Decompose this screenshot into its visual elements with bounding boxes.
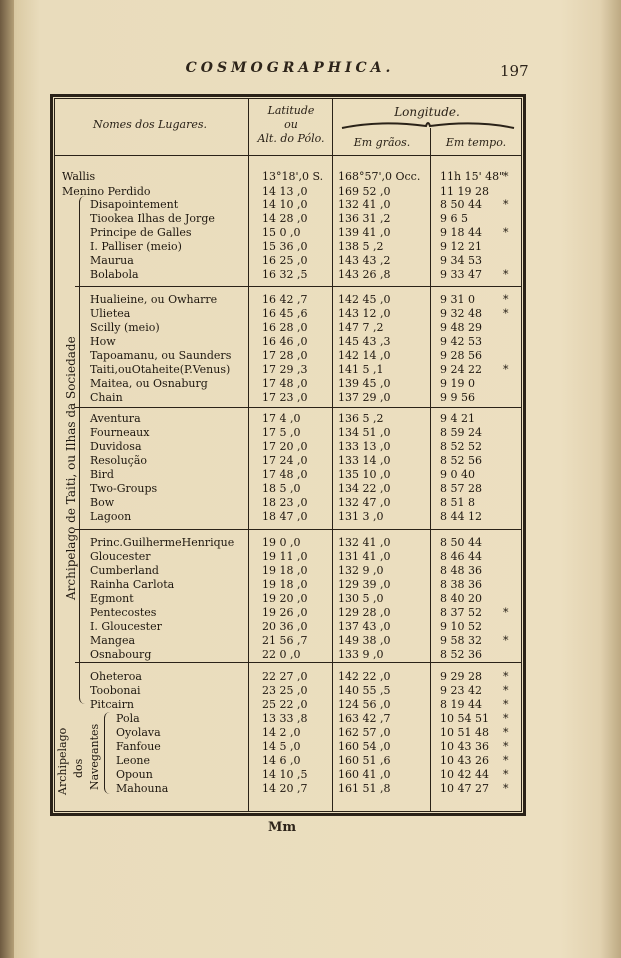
latitude-cell: 14 13 ,0 xyxy=(262,185,308,198)
time-cell: 8 37 52 xyxy=(440,606,482,619)
time-cell: 10 51 48 xyxy=(440,726,489,739)
latitude-cell: 17 23 ,0 xyxy=(262,391,308,404)
time-cell: 8 52 36 xyxy=(440,648,482,661)
longitude-cell: 132 41 ,0 xyxy=(338,536,391,549)
divider-lon xyxy=(332,98,333,812)
place-name: Princ.GuilhermeHenrique xyxy=(90,536,235,549)
time-cell: 8 50 44 xyxy=(440,198,482,211)
place-name: Aventura xyxy=(90,412,141,425)
place-name: Mangea xyxy=(90,634,136,647)
time-cell: 11h 15' 48" xyxy=(440,170,505,183)
longitude-cell: 137 43 ,0 xyxy=(338,620,391,633)
longitude-cell: 129 39 ,0 xyxy=(338,578,391,591)
time-cell: 9 24 22 xyxy=(440,363,482,376)
latitude-cell: 16 32 ,5 xyxy=(262,268,308,281)
longitude-cell: 132 41 ,0 xyxy=(338,198,391,211)
time-cell: 9 10 52 xyxy=(440,620,482,633)
longitude-cell: 124 56 ,0 xyxy=(338,698,391,711)
place-name: Pitcairn xyxy=(90,698,134,711)
place-name: I. Gloucester xyxy=(90,620,162,633)
group-label-nav-1: Archipelago xyxy=(56,727,69,795)
group-brace-nav xyxy=(104,712,111,794)
book-gutter xyxy=(0,0,14,958)
place-name: Principe de Galles xyxy=(90,226,192,239)
longitude-cell: 131 3 ,0 xyxy=(338,510,384,523)
latitude-cell: 20 36 ,0 xyxy=(262,620,308,633)
time-cell: 9 31 0 xyxy=(440,293,475,306)
time-cell: 10 47 27 xyxy=(440,782,489,795)
latitude-cell: 25 22 ,0 xyxy=(262,698,308,711)
time-cell: 9 23 42 xyxy=(440,684,482,697)
latitude-cell: 19 0 ,0 xyxy=(262,536,301,549)
col-names-header: Nomes dos Lugares. xyxy=(92,118,208,131)
latitude-cell: 17 29 ,3 xyxy=(262,363,308,376)
longitude-cell: 140 55 ,5 xyxy=(338,684,391,697)
time-cell: 8 40 20 xyxy=(440,592,482,605)
latitude-cell: 15 36 ,0 xyxy=(262,240,308,253)
longitude-cell: 141 5 ,1 xyxy=(338,363,384,376)
time-cell: 8 48 36 xyxy=(440,564,482,577)
time-cell: 9 58 32 xyxy=(440,634,482,647)
latitude-cell: 22 0 ,0 xyxy=(262,648,301,661)
place-name: Resolução xyxy=(90,454,148,467)
col-tempo-header: Em tempo. xyxy=(445,136,507,149)
place-name: Two-Groups xyxy=(90,482,158,495)
longitude-cell: 147 7 ,2 xyxy=(338,321,384,334)
header-rule xyxy=(54,155,522,156)
latitude-cell: 19 18 ,0 xyxy=(262,564,308,577)
latitude-cell: 15 0 ,0 xyxy=(262,226,301,239)
place-name: Maitea, ou Osnaburg xyxy=(90,377,208,390)
longitude-cell: 138 5 ,2 xyxy=(338,240,384,253)
col-lat-header-2: ou xyxy=(284,118,298,131)
star-mark: * xyxy=(503,684,509,697)
longitude-cell: 142 22 ,0 xyxy=(338,670,391,683)
star-mark: * xyxy=(503,606,509,619)
place-name: Tapoamanu, ou Saunders xyxy=(90,349,232,362)
divider-lat xyxy=(248,98,249,812)
latitude-cell: 17 4 ,0 xyxy=(262,412,301,425)
place-name: Pentecostes xyxy=(90,606,157,619)
place-name: Cumberland xyxy=(90,564,159,577)
latitude-cell: 19 26 ,0 xyxy=(262,606,308,619)
longitude-cell: 134 51 ,0 xyxy=(338,426,391,439)
longitude-cell: 143 26 ,8 xyxy=(338,268,391,281)
place-name: Bow xyxy=(90,496,115,509)
group-rule-4 xyxy=(75,662,522,663)
longitude-cell: 137 29 ,0 xyxy=(338,391,391,404)
latitude-cell: 17 5 ,0 xyxy=(262,426,301,439)
place-name: Rainha Carlota xyxy=(90,578,175,591)
longitude-cell: 145 43 ,3 xyxy=(338,335,391,348)
time-cell: 8 50 44 xyxy=(440,536,482,549)
place-name: Maurua xyxy=(90,254,134,267)
time-cell: 9 29 28 xyxy=(440,670,482,683)
longitude-cell: 133 13 ,0 xyxy=(338,440,391,453)
star-mark: * xyxy=(503,768,509,781)
signature-mark: Mm xyxy=(268,820,297,835)
longitude-cell: 129 28 ,0 xyxy=(338,606,391,619)
longitude-cell: 136 31 ,2 xyxy=(338,212,391,225)
star-mark: * xyxy=(503,754,509,767)
time-cell: 9 0 40 xyxy=(440,468,475,481)
time-cell: 8 38 36 xyxy=(440,578,482,591)
time-cell: 11 19 28 xyxy=(440,185,489,198)
star-mark: * xyxy=(503,226,509,239)
time-cell: 9 42 53 xyxy=(440,335,482,348)
time-cell: 9 28 56 xyxy=(440,349,482,362)
longitude-cell: 160 51 ,6 xyxy=(338,754,391,767)
place-name: Hualieine, ou Owharre xyxy=(90,293,218,306)
longitude-cell: 130 5 ,0 xyxy=(338,592,384,605)
time-cell: 10 42 44 xyxy=(440,768,489,781)
time-cell: 9 48 29 xyxy=(440,321,482,334)
place-name: Gloucester xyxy=(90,550,151,563)
latitude-cell: 14 28 ,0 xyxy=(262,212,308,225)
latitude-cell: 18 5 ,0 xyxy=(262,482,301,495)
time-cell: 9 32 48 xyxy=(440,307,482,320)
star-mark: * xyxy=(503,307,509,320)
longitude-cell: 169 52 ,0 xyxy=(338,185,391,198)
longitude-cell: 168°57',0 Occ. xyxy=(338,170,421,183)
place-name: Egmont xyxy=(90,592,134,605)
group-label-nav-2: dos xyxy=(72,758,85,778)
place-name: Disapointement xyxy=(90,198,179,211)
longitude-cell: 132 9 ,0 xyxy=(338,564,384,577)
longitude-cell: 139 41 ,0 xyxy=(338,226,391,239)
col-lon-header: Longitude. xyxy=(394,105,460,119)
place-name: Opoun xyxy=(116,768,153,781)
longitude-cell: 136 5 ,2 xyxy=(338,412,384,425)
page-number: 197 xyxy=(500,62,529,80)
group-brace-main xyxy=(79,196,86,704)
time-cell: 8 52 56 xyxy=(440,454,482,467)
latitude-cell: 17 24 ,0 xyxy=(262,454,308,467)
time-cell: 9 34 53 xyxy=(440,254,482,267)
longitude-cell: 143 12 ,0 xyxy=(338,307,391,320)
latitude-cell: 16 42 ,7 xyxy=(262,293,308,306)
latitude-cell: 13 33 ,8 xyxy=(262,712,308,725)
time-cell: 10 43 36 xyxy=(440,740,489,753)
longitude-cell: 139 45 ,0 xyxy=(338,377,391,390)
time-cell: 8 44 12 xyxy=(440,510,482,523)
time-cell: 8 57 28 xyxy=(440,482,482,495)
longitude-cell: 160 41 ,0 xyxy=(338,768,391,781)
time-cell: 8 19 44 xyxy=(440,698,482,711)
longitude-cell: 160 54 ,0 xyxy=(338,740,391,753)
latitude-cell: 16 46 ,0 xyxy=(262,335,308,348)
time-cell: 8 59 24 xyxy=(440,426,482,439)
latitude-cell: 17 48 ,0 xyxy=(262,468,308,481)
col-lat-header-1: Latitude xyxy=(267,104,315,117)
place-name: Lagoon xyxy=(90,510,132,523)
time-cell: 9 19 0 xyxy=(440,377,475,390)
latitude-cell: 19 18 ,0 xyxy=(262,578,308,591)
place-name: Oheteroa xyxy=(90,670,142,683)
latitude-cell: 16 25 ,0 xyxy=(262,254,308,267)
place-name: Taiti,ouOtaheite(P.Venus) xyxy=(90,363,231,376)
star-mark: * xyxy=(503,670,509,683)
star-mark: * xyxy=(503,634,509,647)
latitude-cell: 17 48 ,0 xyxy=(262,377,308,390)
longitude-cell: 161 51 ,8 xyxy=(338,782,391,795)
time-cell: 9 18 44 xyxy=(440,226,482,239)
time-cell: 8 52 52 xyxy=(440,440,482,453)
place-name: Oyolava xyxy=(116,726,161,739)
divider-time xyxy=(430,128,431,812)
star-mark: * xyxy=(503,726,509,739)
time-cell: 10 43 26 xyxy=(440,754,489,767)
place-name: Leone xyxy=(116,754,151,767)
star-mark: * xyxy=(503,293,509,306)
star-mark: * xyxy=(503,268,509,281)
latitude-cell: 14 5 ,0 xyxy=(262,740,301,753)
longitude-cell: 133 9 ,0 xyxy=(338,648,384,661)
place-name: Bolabola xyxy=(90,268,139,281)
longitude-cell: 149 38 ,0 xyxy=(338,634,391,647)
star-mark: * xyxy=(503,698,509,711)
latitude-cell: 17 20 ,0 xyxy=(262,440,308,453)
longitude-cell: 163 42 ,7 xyxy=(338,712,391,725)
place-name: Osnabourg xyxy=(90,648,152,661)
longitude-cell: 133 14 ,0 xyxy=(338,454,391,467)
group-rule-3 xyxy=(75,529,522,530)
place-name: Pola xyxy=(116,712,140,725)
time-cell: 9 6 5 xyxy=(440,212,468,225)
longitude-cell: 142 14 ,0 xyxy=(338,349,391,362)
col-grios-header: Em grãos. xyxy=(353,136,411,149)
star-mark: * xyxy=(503,198,509,211)
place-name: Ulietea xyxy=(90,307,131,320)
latitude-cell: 23 25 ,0 xyxy=(262,684,308,697)
place-name: Menino Perdido xyxy=(62,185,151,198)
longitude-cell: 135 10 ,0 xyxy=(338,468,391,481)
latitude-cell: 14 10 ,0 xyxy=(262,198,308,211)
place-name: Scilly (meio) xyxy=(90,321,160,334)
latitude-cell: 16 45 ,6 xyxy=(262,307,308,320)
latitude-cell: 18 23 ,0 xyxy=(262,496,308,509)
latitude-cell: 21 56 ,7 xyxy=(262,634,308,647)
star-mark: * xyxy=(503,363,509,376)
latitude-cell: 16 28 ,0 xyxy=(262,321,308,334)
latitude-cell: 19 11 ,0 xyxy=(262,550,308,563)
time-cell: 9 9 56 xyxy=(440,391,475,404)
star-mark: * xyxy=(503,782,509,795)
running-header: COSMOGRAPHICA. xyxy=(185,60,395,76)
place-name: I. Palliser (meio) xyxy=(90,240,182,253)
place-name: Mahouna xyxy=(116,782,169,795)
time-cell: 10 54 51 xyxy=(440,712,489,725)
latitude-cell: 13°18',0 S. xyxy=(262,170,324,183)
latitude-cell: 14 6 ,0 xyxy=(262,754,301,767)
latitude-cell: 22 27 ,0 xyxy=(262,670,308,683)
latitude-cell: 18 47 ,0 xyxy=(262,510,308,523)
longitude-cell: 143 43 ,2 xyxy=(338,254,391,267)
place-name: Wallis xyxy=(62,170,96,183)
place-name: Fanfoue xyxy=(116,740,161,753)
group-rule-1 xyxy=(75,286,522,287)
place-name: Duvidosa xyxy=(90,440,142,453)
latitude-cell: 17 28 ,0 xyxy=(262,349,308,362)
place-name: Bird xyxy=(90,468,114,481)
time-cell: 8 46 44 xyxy=(440,550,482,563)
longitude-cell: 162 57 ,0 xyxy=(338,726,391,739)
time-cell: 8 51 8 xyxy=(440,496,475,509)
group-label-main: Archipelago de Taiti, ou Ilhas da Sociedade xyxy=(64,336,78,600)
star-mark: * xyxy=(503,712,509,725)
latitude-cell: 14 20 ,7 xyxy=(262,782,308,795)
place-name: Chain xyxy=(90,391,123,404)
col-lat-header-3: Alt. do Pólo. xyxy=(257,132,325,145)
latitude-cell: 14 10 ,5 xyxy=(262,768,308,781)
time-cell: 9 33 47 xyxy=(440,268,482,281)
group-label-nav-3: Navegantes xyxy=(88,723,101,790)
longitude-cell: 134 22 ,0 xyxy=(338,482,391,495)
star-mark: * xyxy=(503,740,509,753)
longitude-cell: 131 41 ,0 xyxy=(338,550,391,563)
place-name: Tiookea Ilhas de Jorge xyxy=(90,212,215,225)
time-cell: 9 4 21 xyxy=(440,412,475,425)
brace-flourish xyxy=(340,118,516,132)
place-name: Toobonai xyxy=(90,684,141,697)
place-name: Fourneaux xyxy=(90,426,150,439)
longitude-cell: 132 47 ,0 xyxy=(338,496,391,509)
time-cell: 9 12 21 xyxy=(440,240,482,253)
place-name: How xyxy=(90,335,116,348)
longitude-cell: 142 45 ,0 xyxy=(338,293,391,306)
latitude-cell: 14 2 ,0 xyxy=(262,726,301,739)
latitude-cell: 19 20 ,0 xyxy=(262,592,308,605)
group-rule-2 xyxy=(75,407,522,408)
star-mark: * xyxy=(503,170,509,183)
